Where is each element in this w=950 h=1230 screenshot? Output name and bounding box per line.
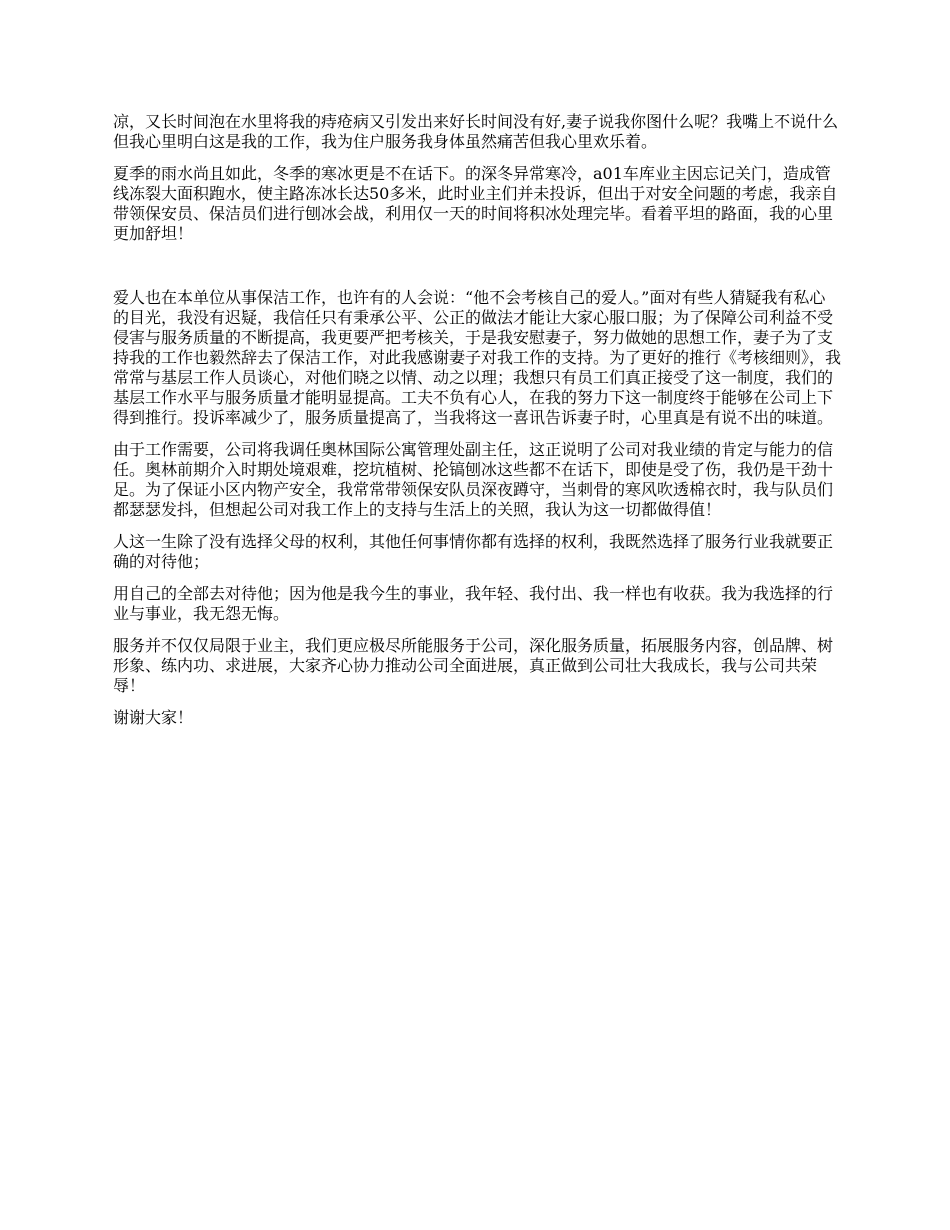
paragraph-5: 人这一生除了没有选择父母的权利，其他任何事情你都有选择的权利，我既然选择了服务行业我就要正确的对待他； (113, 532, 834, 571)
paragraph-6: 用自己的全部去对待他；因为他是我今生的事业，我年轻、我付出、我一样也有收获。我为我选择的行业与事业，我无怨无悔。 (113, 584, 834, 623)
paragraph-4: 由于工作需要，公司将我调任奥林国际公寓管理处副主任，这正说明了公司对我业绩的肯定与能力的信任。奥林前期介入时期处境艰难，挖坑植树、抡镐刨冰这些都不在话下，即使是受了伤，我仍是干劲十足。为了保证小区内物产安全，我常常带领保安队员深夜蹲守，当刺骨的寒风吹透棉衣时，我与队员们都瑟瑟发抖，但想起公司对我工作上的支持与生活上的关照，我认为这一切都做得值！ (113, 440, 834, 519)
document-body (113, 112, 841, 740)
paragraph-7: 服务并不仅仅局限于业主，我们更应极尽所能服务于公司，深化服务质量，拓展服务内容，创品牌、树形象、练内功、求进展，大家齐心协力推动公司全面进展，真正做到公司壮大我成长，我与公司共荣辱！ (113, 636, 834, 695)
paragraph-1: 凉，又长时间泡在水里将我的痔疮病又引发出来好长时间没有好,妻子说我你图什么呢？我嘴上不说什么但我心里明白这是我的工作，我为住户服务我身体虽然痛苦但我心里欢乐着。 (113, 112, 839, 151)
paragraph-2: 夏季的雨水尚且如此，冬季的寒冰更是不在话下。的深冬异常寒冷，a01车库业主因忘记关门，造成管线冻裂大面积跑水，使主路冻冰长达50多米，此时业主们并未投诉，但出于对安全问题的考虑，我亲自带领保安员、保洁员们进行刨冰会战，利用仅一天的时间将积冰处理完毕。看着平坦的路面，我的心里更加舒坦！ (113, 164, 838, 243)
closing-line: 谢谢大家！ (113, 708, 194, 727)
paragraph-3: 爱人也在本单位从事保洁工作，也许有的人会说：“他不会考核自己的爱人。”面对有些人猜疑我有私心的目光，我没有迟疑，我信任只有秉承公平、公正的做法才能让大家心服口服；为了保障公司利益不受侵害与服务质量的不断提高，我更要严把考核关，于是我安慰妻子，努力做她的思想工作，妻子为了支持我的工作也毅然辞去了保洁工作，对此我感谢妻子对我工作的支持。为了更好的推行《考核细则》，我常常与基层工作人员谈心，对他们晓之以情、动之以理；我想只有员工们真正接受了这一制度，我们的基层工作水平与服务质量才能明显提高。工夫不负有心人，在我的努力下这一制度终于能够在公司上下得到推行。投诉率减少了，服务质量提高了，当我将这一喜讯告诉妻子时，心里真是有说不出的味道。 (113, 288, 842, 427)
